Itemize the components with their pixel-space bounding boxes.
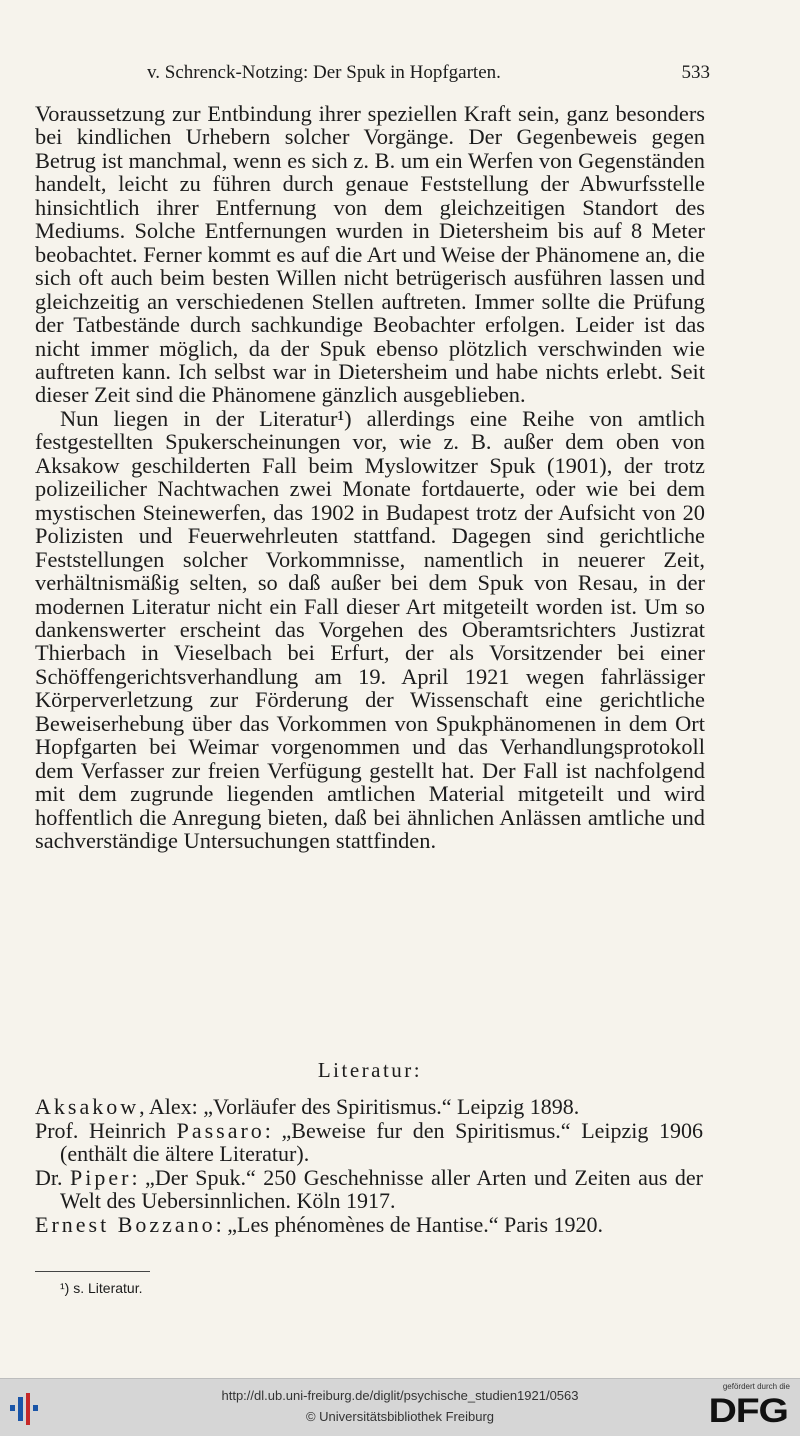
permalink-url[interactable]: http://dl.ub.uni-freiburg.de/diglit/psychische_studien1921/0563 <box>221 1388 579 1403</box>
literature-heading: Literatur: <box>317 1058 423 1082</box>
paragraph: Nun liegen in der Literatur¹) allerdings eine Reihe von amtlich festgestellten Spukerscheinungen vor, wie z. B. außer dem oben von Aksakow geschilderten Fall beim Myslowitzer Spuk (1901), der trotz polizeilicher Nachtwachen zwei Monate fortdauerte, oder wie bei dem mystischen Steinewerfen, das 1902 in Budapest trotz der Aufsicht von 20 Polizisten und Feuerwehrleuten stattfand. Dagegen sind gerichtliche Feststellungen solcher Vorkommnisse, namentlich in neuerer Zeit, verhältnismäßig selten, so daß außer bei dem Spuk von Resau, in der modernen Literatur nicht ein Fall dieser Art mitgeteilt worden ist. Um so dankenswerter erscheint das Vorgehen des Oberamtsrichters Justizrat Thierbach in Vieselbach bei Erfurt, der als Vorsitzender bei einer Schöffengerichtsverhandlung am 19. April 1921 wegen fahrlässiger Körperverletzung zur Förderung der Wissenschaft eine gerichtliche Beweiserhebung über das Vorkommen von Spukphänomenen in dem Ort Hopfgarten bei Weimar vorgenommen und das Verhandlungsprotokoll dem Verfasser zur freien Verfügung gestellt hat. Der Fall ist nachfolgend mit dem zugrunde liegenden amtlichen Material mitgeteilt und wird hoffentlich die Anregung bieten, daß bei ähnlichen Anlässen amtliche und sachverständige Untersuchungen stattfinden. <box>35 405 705 854</box>
running-title: v. Schrenck-Notzing: Der Spuk in Hopfgarten. <box>147 62 501 83</box>
literature-list <box>35 1095 703 1236</box>
dfg-logo: DFG <box>708 1392 788 1430</box>
body-text <box>35 102 705 853</box>
literature-entry: Aksakow, Alex: „Vorläufer des Spiritismus.“ Leipzig 1898. <box>35 1094 580 1119</box>
author-name: Passaro <box>176 1117 265 1143</box>
viewer-footer <box>0 1378 800 1436</box>
author-name: Ernest Bozzano <box>35 1211 216 1237</box>
literature-entry: Prof. Heinrich Passaro: „Beweise fur den Spiritismus.“ Leipzig 1906 (enthält die ältere Literatur). <box>35 1117 703 1166</box>
copyright-notice: © Universitätsbibliothek Freiburg <box>305 1409 495 1424</box>
page-header <box>35 62 708 88</box>
literature-entry: Ernest Bozzano: „Les phénomènes de Hantise.“ Paris 1920. <box>35 1211 604 1237</box>
author-name: Piper <box>70 1164 132 1190</box>
literature-entry: Dr. Piper: „Der Spuk.“ 250 Geschehnisse aller Arten und Zeiten aus der Welt des Uebersinnlichen. Köln 1917. <box>35 1164 704 1213</box>
page-number: 533 <box>681 62 710 83</box>
author-name: Aksakow <box>35 1094 140 1119</box>
footnote-rule <box>35 1271 150 1272</box>
funder-note: gefördert durch die <box>722 1382 790 1391</box>
paragraph: Voraussetzung zur Entbindung ihrer speziellen Kraft sein, ganz besonders bei kindlichen Urhebern solcher Vorgänge. Der Gegenbeweis gegen Betrug ist manchmal, wenn es sich z. B. um ein Werfen von Gegenständen handelt, leicht zu führen durch genaue Feststellung der Abwurfsstelle hinsichtlich ihrer Entfernung von dem gleichzeitigen Standort des Mediums. Solche Entfernungen wurden in Dietersheim bis auf 8 Meter beobachtet. Ferner kommt es auf die Art und Weise der Phänomene an, die sich oft auch beim besten Willen nicht betrügerisch ausführen lassen und gleichzeitig an verschiedenen Stellen auftreten. Immer sollte die Prüfung der Tatbestände durch sachkundige Beobachter erfolgen. Leider ist das nicht immer möglich, da der Spuk ebenso plötzlich verschwinden wie auftreten kann. Ich selbst war in Dietersheim und habe nichts erlebt. Seit dieser Zeit sind die Phänomene gänzlich ausgeblieben. <box>35 101 705 408</box>
footnote: ¹) s. Literatur. <box>60 1280 143 1296</box>
